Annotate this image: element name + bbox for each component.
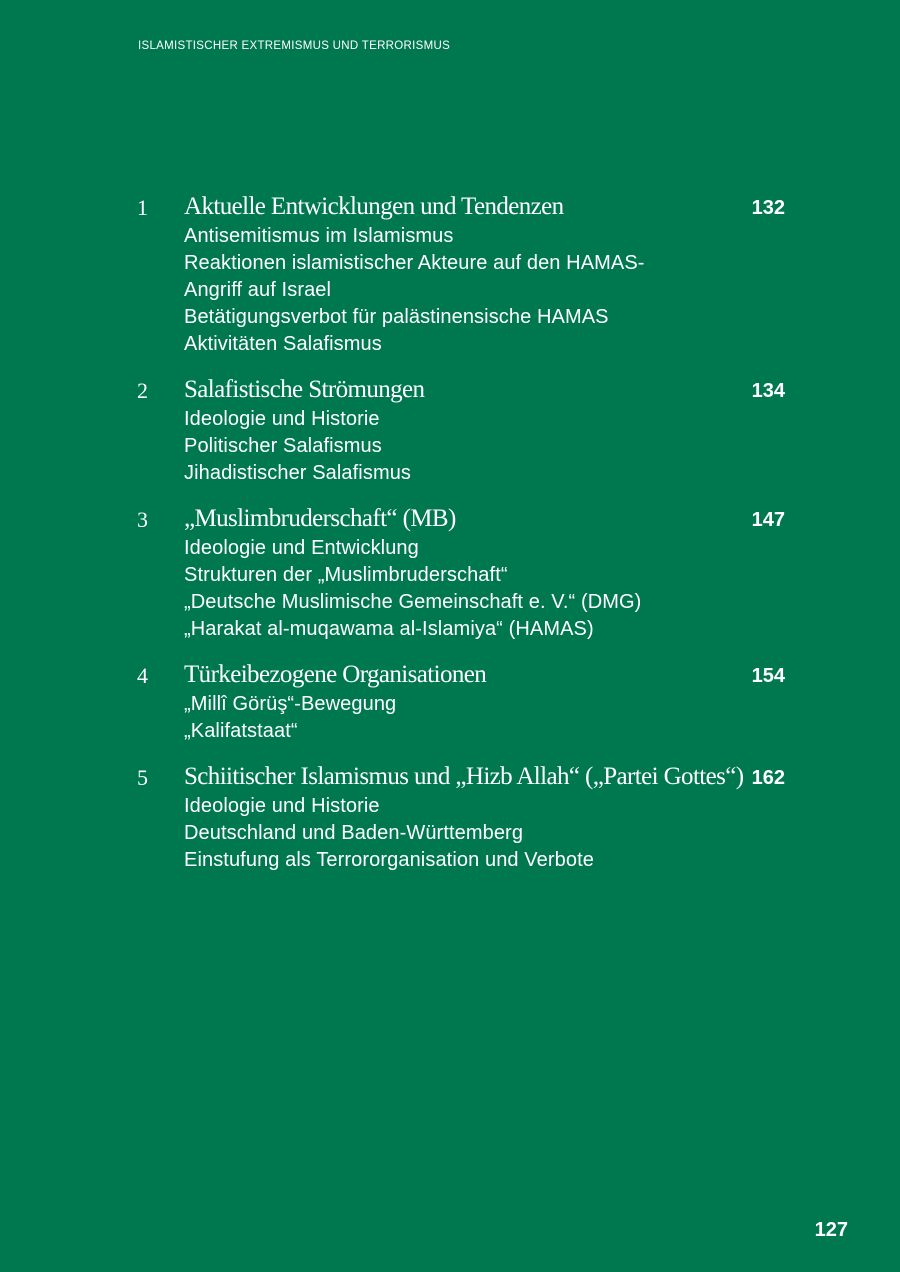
- subsection-item: Aktivitäten Salafismus: [184, 333, 382, 355]
- toc-section-heading: [137, 193, 787, 223]
- section-page-number: 154: [751, 665, 785, 687]
- subsection-item: Reaktionen islamistischer Akteure auf den HAMAS-: [184, 252, 645, 274]
- subsection-item: „Kalifatstaat“: [184, 720, 298, 742]
- section-title: Schiitischer Islamismus und „Hizb Allah“ („Partei Gottes“): [184, 763, 744, 790]
- page-number: 127: [814, 1219, 848, 1241]
- toc-section-1: [137, 193, 787, 358]
- subsection-item: Einstufung als Terrororganisation und Verbote: [184, 849, 594, 871]
- subsection-item: „Millî Görüş“-Bewegung: [184, 693, 397, 715]
- subsection-item: Strukturen der „Muslimbruderschaft“: [184, 564, 508, 586]
- section-number: 1: [137, 195, 148, 220]
- subsection-item: Angriff auf Israel: [184, 279, 332, 301]
- section-number: 4: [137, 663, 148, 688]
- toc-section-heading: [137, 763, 787, 793]
- subsection-item: „Harakat al-muqawama al-Islamiya“ (HAMAS): [184, 618, 594, 640]
- toc-section-2: [137, 376, 787, 487]
- section-title: Türkeibezogene Organisationen: [184, 661, 487, 688]
- subsection-item: Politischer Salafismus: [184, 435, 382, 457]
- subsection-list: [137, 223, 787, 358]
- toc-section-heading: [137, 505, 787, 535]
- subsection-item: Ideologie und Historie: [184, 795, 380, 817]
- subsection-item: Jihadistischer Salafismus: [184, 462, 412, 484]
- subsection-item: „Deutsche Muslimische Gemeinschaft e. V.“ (DMG): [184, 591, 642, 613]
- section-title: „Muslimbruderschaft“ (MB): [184, 505, 456, 532]
- section-title: Aktuelle Entwicklungen und Tendenzen: [184, 193, 564, 220]
- toc-section-5: [137, 763, 787, 874]
- running-header: ISLAMISTISCHER EXTREMISMUS UND TERRORISMUS: [138, 40, 451, 52]
- subsection-item: Betätigungsverbot für palästinensische HAMAS: [184, 306, 609, 328]
- subsection-item: Antisemitismus im Islamismus: [184, 225, 454, 247]
- section-number: 3: [137, 507, 148, 532]
- section-page-number: 132: [751, 197, 785, 219]
- table-of-contents: [137, 193, 787, 892]
- subsection-list: [137, 793, 787, 874]
- toc-section-4: [137, 661, 787, 745]
- toc-section-heading: [137, 661, 787, 691]
- subsection-list: [137, 406, 787, 487]
- subsection-list: [137, 535, 787, 643]
- section-number: 2: [137, 378, 148, 403]
- toc-section-3: [137, 505, 787, 643]
- subsection-list: [137, 691, 787, 745]
- subsection-item: Deutschland und Baden-Württemberg: [184, 822, 524, 844]
- subsection-item: Ideologie und Entwicklung: [184, 537, 419, 559]
- section-title: Salafistische Strömungen: [184, 376, 425, 403]
- section-page-number: 134: [751, 380, 785, 402]
- section-page-number: 162: [751, 767, 785, 789]
- toc-section-heading: [137, 376, 787, 406]
- section-number: 5: [137, 765, 148, 790]
- subsection-item: Ideologie und Historie: [184, 408, 380, 430]
- section-page-number: 147: [751, 509, 785, 531]
